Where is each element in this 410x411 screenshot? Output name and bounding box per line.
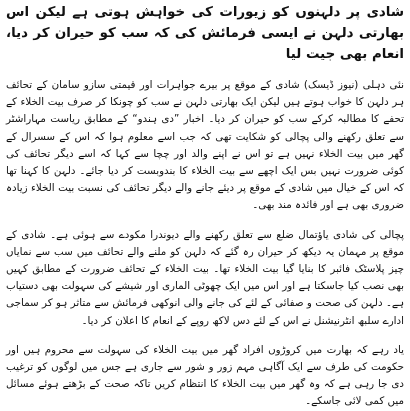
news-article [6,2,404,411]
article-paragraph-1: نئی دہلی (نیوز ڈیسک) شادی کے موقع پر بیرے جواہرات اور قیمتی سازو سامان کے تحائف ہر دلہن کا خواب ہوتے ہیں لیکن ایک بھارتی دلہن نے سب کو چونکا کر صرف بیت الخلاء کے تحفے کا مطالبہ کرکے سب کو حیران کر دیا۔ اخبار ”دی ہندو“ کے مطابق ریاست مہاراشٹر سے تعلق رکھنے والی پچالی کو شکایت تھی کہ جب اسے معلوم ہوا کہ اس کے سسرال کے گھر میں بیت الخلاء نہیں ہے تو اس نے اپنے والد اور چچا سے کہا کہ اسے دیگر تحائف کی کوئی ضرورت نہیں بس ایک اچھے سے بیت الخلاء کا بندوبست کر دیا جائے۔ دلہن کا کہنا تھا کہ اس کے خیال میں شادی کے موقع پر دیئے جانے والے دیگر تحائف کی نسبت بیت الخلاء زیادہ ضروری بھی ہے اور فائدہ مند بھی۔ [6,79,404,212]
article-headline: شادی پر دلہنوں کو زیورات کی خواہش ہوتی ہے لیکن اس بھارتی دلہن نے ایسی فرمائش کی کہ سب کو حیران کر دیا، انعام بھی جیت لیا [6,5,404,62]
article-paragraph-2: پچالی کی شادی یاؤتمال ضلع سے تعلق رکھنے والے دیوندرا مکودے سے ہوئی ہے۔ شادی کے موقع پر مہمان یہ دیکھ کر حیران رہ گئے کہ دلہن کو ملنے والے تحائف میں سب سے نمایاں چیز پلاسٹک فائبر کا بنایا گیا بیت الخلاء تھا۔ بیت الخلاء کے تحائف ضرورت کے مطابق کہیں بھی نصب کیا جاسکتا ہے اور اس میں ایک چھوٹی الماری اور شیشے کی سہولت بھی دستیاب ہے۔ دلہن کی صحت و صفائی کے لئے کی جانے والی انوکھی فرمائش سے متاثر ہو کر سماجی ادارے سلبھ انٹرنیشنل نے اس کے لئے دس لاکھ روپے کے انعام کا اعلان کر دیا۔ [6,228,404,327]
article-paragraph-3: یاد رہے کہ بھارت میں کروڑوں افراد گھر میں بیت الخلاء کی سہولت سے محروم ہیں اور حکومت کی طرف سے ایک آگاہی مہم زور و شور سے جاری ہے جس میں لوگوں کو ترغیب دی جا رہی ہے کہ وہ گھر میں بیت الخلاء کا انتظام کریں تاکہ صحت کے بڑھتے ہوئے مسائل میں کمی لائی جاسکے۔ [6,343,404,408]
